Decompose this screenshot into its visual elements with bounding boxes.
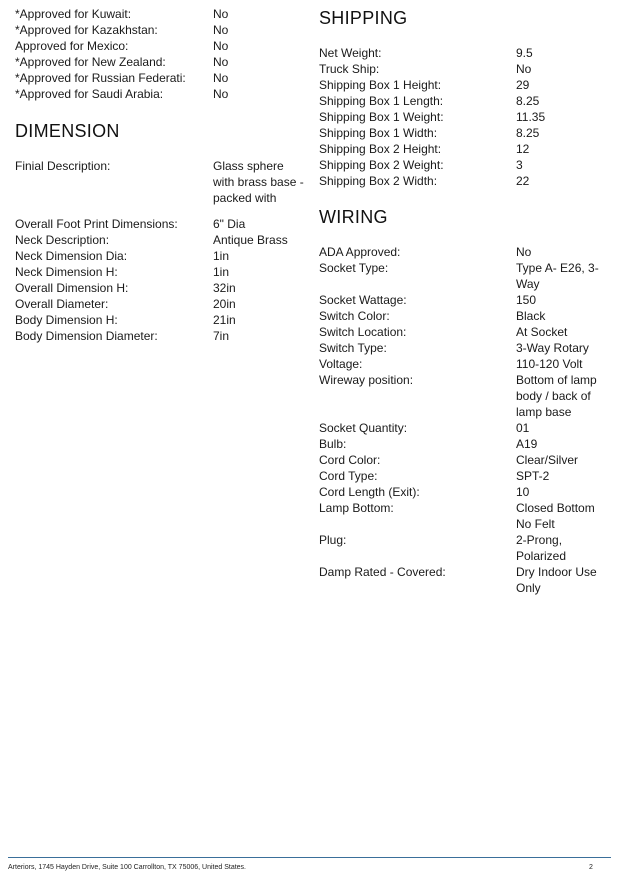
spec-value: Dry Indoor Use Only bbox=[516, 565, 597, 595]
page-number: 2 bbox=[589, 864, 593, 871]
spec-row-box2-height bbox=[319, 141, 609, 157]
spec-value: 110-120 Volt bbox=[516, 357, 583, 371]
left-column bbox=[15, 6, 305, 344]
spec-row-approved-kazakhstan bbox=[15, 22, 305, 38]
spec-label: Damp Rated - Covered: bbox=[319, 565, 446, 579]
spec-label: Plug: bbox=[319, 533, 347, 547]
spec-value: 1in bbox=[213, 249, 230, 263]
spec-label: Neck Dimension H: bbox=[15, 265, 118, 279]
spec-value: Type A- E26, 3-Way bbox=[516, 261, 599, 291]
spec-label: Body Dimension H: bbox=[15, 313, 118, 327]
spec-value: Antique Brass bbox=[213, 233, 288, 247]
footer-address: Arteriors, 1745 Hayden Drive, Suite 100 Carrollton, TX 75006, United States. bbox=[8, 864, 246, 871]
spec-row-switch-location bbox=[319, 324, 609, 340]
spec-value: Black bbox=[516, 309, 546, 323]
spec-row-body-diameter bbox=[15, 328, 305, 344]
spec-value: No bbox=[516, 62, 532, 76]
spec-row-switch-color bbox=[319, 308, 609, 324]
spec-row-overall-diameter bbox=[15, 296, 305, 312]
spec-row-approved-kuwait bbox=[15, 6, 305, 22]
spec-row-body-h bbox=[15, 312, 305, 328]
spec-value: 150 bbox=[516, 293, 537, 307]
spec-row-approved-russian-federation bbox=[15, 70, 305, 86]
spec-value: No bbox=[213, 23, 229, 37]
spec-value: At Socket bbox=[516, 325, 568, 339]
spec-label: Shipping Box 2 Weight: bbox=[319, 158, 444, 172]
spec-row-box1-width bbox=[319, 125, 609, 141]
spec-label: Overall Foot Print Dimensions: bbox=[15, 217, 178, 231]
spec-label: *Approved for Kazakhstan: bbox=[15, 23, 158, 37]
spec-value: 3-Way Rotary bbox=[516, 341, 589, 355]
spec-row-approved-saudi-arabia bbox=[15, 86, 305, 102]
spec-label: Approved for Mexico: bbox=[15, 39, 129, 53]
spec-value: No bbox=[213, 39, 229, 53]
spec-row-cord-color bbox=[319, 452, 609, 468]
spec-label: Socket Wattage: bbox=[319, 293, 407, 307]
spec-row-truck-ship bbox=[319, 61, 609, 77]
spec-label: Shipping Box 1 Width: bbox=[319, 126, 438, 140]
spec-row-approved-new-zealand bbox=[15, 54, 305, 70]
spec-value: 3 bbox=[516, 158, 523, 172]
spec-label: Shipping Box 2 Width: bbox=[319, 174, 438, 188]
spec-label: *Approved for Saudi Arabia: bbox=[15, 87, 164, 101]
spec-value: 21in bbox=[213, 313, 236, 327]
spec-row-box1-height bbox=[319, 77, 609, 93]
right-column bbox=[319, 7, 609, 596]
spec-row-voltage bbox=[319, 356, 609, 372]
spec-row-neck-dia bbox=[15, 248, 305, 264]
spec-value: 8.25 bbox=[516, 126, 540, 140]
spec-value: SPT-2 bbox=[516, 469, 550, 483]
spec-row-socket-quantity bbox=[319, 420, 609, 436]
spec-row-plug bbox=[319, 532, 609, 564]
spec-label: Neck Dimension Dia: bbox=[15, 249, 128, 263]
spec-value: Glass sphere with brass base - packed with bbox=[213, 159, 304, 205]
spec-label: Shipping Box 1 Length: bbox=[319, 94, 444, 108]
spec-row-approved-mexico bbox=[15, 38, 305, 54]
spec-label: Finial Description: bbox=[15, 159, 111, 173]
spec-label: Shipping Box 1 Weight: bbox=[319, 110, 444, 124]
spec-value: Clear/Silver bbox=[516, 453, 579, 467]
spec-label: Truck Ship: bbox=[319, 62, 380, 76]
dimension-heading: DIMENSION bbox=[15, 121, 120, 141]
spec-value: 10 bbox=[516, 485, 530, 499]
spec-row-overall-h bbox=[15, 280, 305, 296]
spec-row-net-weight bbox=[319, 45, 609, 61]
spec-label: Voltage: bbox=[319, 357, 363, 371]
wiring-heading: WIRING bbox=[319, 207, 388, 227]
spec-row-foot-print bbox=[15, 216, 305, 232]
spec-label: Socket Quantity: bbox=[319, 421, 408, 435]
spec-label: ADA Approved: bbox=[319, 245, 401, 259]
spec-value: 20in bbox=[213, 297, 236, 311]
spec-row-switch-type bbox=[319, 340, 609, 356]
spec-row-box2-weight bbox=[319, 157, 609, 173]
spec-label: Lamp Bottom: bbox=[319, 501, 394, 515]
spec-row-wireway-position bbox=[319, 372, 609, 420]
spec-label: Shipping Box 2 Height: bbox=[319, 142, 442, 156]
spec-value: 8.25 bbox=[516, 94, 540, 108]
spec-row-bulb bbox=[319, 436, 609, 452]
spec-row-neck-description bbox=[15, 232, 305, 248]
spec-label: Body Dimension Diameter: bbox=[15, 329, 158, 343]
spec-value: No bbox=[213, 71, 229, 85]
spec-value: 12 bbox=[516, 142, 530, 156]
spec-label: Wireway position: bbox=[319, 373, 414, 387]
footer-divider bbox=[8, 857, 611, 858]
spec-label: Cord Color: bbox=[319, 453, 381, 467]
shipping-heading: SHIPPING bbox=[319, 8, 408, 28]
spec-value: No bbox=[213, 87, 229, 101]
spec-label: Switch Location: bbox=[319, 325, 407, 339]
spec-row-damp-rated bbox=[319, 564, 609, 596]
spec-value: 6" Dia bbox=[213, 217, 246, 231]
spec-row-cord-length bbox=[319, 484, 609, 500]
spec-value: 01 bbox=[516, 421, 530, 435]
spec-label: *Approved for Kuwait: bbox=[15, 7, 132, 21]
spec-label: Overall Diameter: bbox=[15, 297, 109, 311]
spec-value: 32in bbox=[213, 281, 236, 295]
spec-row-neck-h bbox=[15, 264, 305, 280]
spec-label: Cord Length (Exit): bbox=[319, 485, 420, 499]
spec-value: No bbox=[516, 245, 532, 259]
spec-label: Shipping Box 1 Height: bbox=[319, 78, 442, 92]
spec-value: 2-Prong, Polarized bbox=[516, 533, 567, 563]
spec-value: No bbox=[213, 7, 229, 21]
spec-label: Neck Description: bbox=[15, 233, 110, 247]
spec-value: 7in bbox=[213, 329, 230, 343]
spec-value: Closed Bottom No Felt bbox=[516, 501, 595, 531]
spec-row-lamp-bottom bbox=[319, 500, 609, 532]
spec-label: Switch Color: bbox=[319, 309, 390, 323]
spec-label: Overall Dimension H: bbox=[15, 281, 129, 295]
spec-value: 22 bbox=[516, 174, 530, 188]
spec-label: *Approved for New Zealand: bbox=[15, 55, 166, 69]
spec-value: No bbox=[213, 55, 229, 69]
spec-label: Switch Type: bbox=[319, 341, 387, 355]
spec-row-socket-wattage bbox=[319, 292, 609, 308]
spec-row-box1-weight bbox=[319, 109, 609, 125]
spec-value: 29 bbox=[516, 78, 530, 92]
spec-label: Socket Type: bbox=[319, 261, 389, 275]
spec-label: Bulb: bbox=[319, 437, 347, 451]
spec-row-box1-length bbox=[319, 93, 609, 109]
spec-value: A19 bbox=[516, 437, 538, 451]
spec-label: *Approved for Russian Federati: bbox=[15, 71, 186, 85]
spec-label: Net Weight: bbox=[319, 46, 382, 60]
spec-row-socket-type bbox=[319, 260, 609, 292]
spec-row-box2-width bbox=[319, 173, 609, 189]
spec-row-ada-approved bbox=[319, 244, 609, 260]
spec-value: 11.35 bbox=[516, 110, 546, 124]
spec-value: 1in bbox=[213, 265, 230, 279]
spec-label: Cord Type: bbox=[319, 469, 378, 483]
spec-row-finial-description bbox=[15, 158, 305, 206]
spec-value: 9.5 bbox=[516, 46, 533, 60]
spec-value: Bottom of lamp body / back of lamp base bbox=[516, 373, 597, 419]
spec-row-cord-type bbox=[319, 468, 609, 484]
